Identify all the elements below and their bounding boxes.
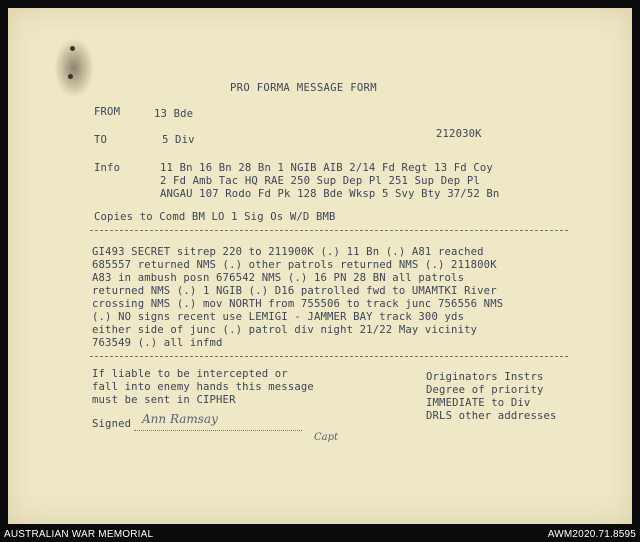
footer-accession-number: AWM2020.71.8595: [547, 529, 636, 540]
to-value: 5 Div: [162, 134, 195, 146]
originator-instructions-line: IMMEDIATE to Div: [426, 397, 531, 409]
message-line: 685557 returned NMS (.) other patrols returned NMS (.) 211800K: [92, 259, 497, 271]
signed-label: Signed: [92, 418, 132, 430]
from-label: FROM: [94, 106, 121, 118]
footer-institution: AUSTRALIAN WAR MEMORIAL: [4, 529, 154, 540]
originator-instructions-line: Originators Instrs: [426, 371, 544, 383]
info-label: Info: [94, 162, 121, 174]
message-line: A83 in ambush posn 676542 NMS (.) 16 PN 28 BN all patrols: [92, 272, 465, 284]
signature: Ann Ramsay: [142, 412, 218, 426]
message-form-sheet: [8, 8, 632, 524]
info-line: ANGAU 107 Rodo Fd Pk 128 Bde Wksp 5 Svy Bty 37/52 Bn: [160, 188, 500, 200]
originator-instructions-line: DRLS other addresses: [426, 410, 557, 422]
form-title: PRO FORMA MESSAGE FORM: [230, 82, 377, 94]
message-line: GI493 SECRET sitrep 220 to 211900K (.) 11 Bn (.) A81 reached: [92, 246, 484, 258]
intercept-note-line: fall into enemy hands this message: [92, 381, 314, 393]
originator-instructions-line: Degree of priority: [426, 384, 544, 396]
message-line: 763549 (.) all infmd: [92, 337, 223, 349]
intercept-note-line: must be sent in CIPHER: [92, 394, 236, 406]
message-line: returned NMS (.) 1 NGIB (.) D16 patrolled fwd to UMAMTKI River: [92, 285, 497, 297]
punch-hole: [68, 74, 73, 79]
copies-line: Copies to Comd BM LO 1 Sig Os W/D BMB: [94, 211, 336, 223]
date-time-group: 212030K: [436, 128, 482, 140]
divider: [90, 230, 568, 231]
info-line: 2 Fd Amb Tac HQ RAE 250 Sup Dep Pl 251 Sup Dep Pl: [160, 175, 480, 187]
info-line: 11 Bn 16 Bn 28 Bn 1 NGIB AIB 2/14 Fd Regt 13 Fd Coy: [160, 162, 493, 174]
message-line: either side of junc (.) patrol div night 21/22 May vicinity: [92, 324, 478, 336]
to-label: TO: [94, 134, 108, 146]
punch-hole: [70, 46, 75, 51]
signature-line: [134, 430, 302, 431]
message-line: crossing NMS (.) mov NORTH from 755506 to track junc 756556 NMS: [92, 298, 504, 310]
from-value: 13 Bde: [154, 108, 194, 120]
message-line: (.) NO signs recent use LEMIGI - JAMMER BAY track 300 yds: [92, 311, 465, 323]
divider: [90, 356, 568, 357]
intercept-note-line: If liable to be intercepted or: [92, 368, 288, 380]
handwritten-initials: Capt: [314, 432, 339, 443]
